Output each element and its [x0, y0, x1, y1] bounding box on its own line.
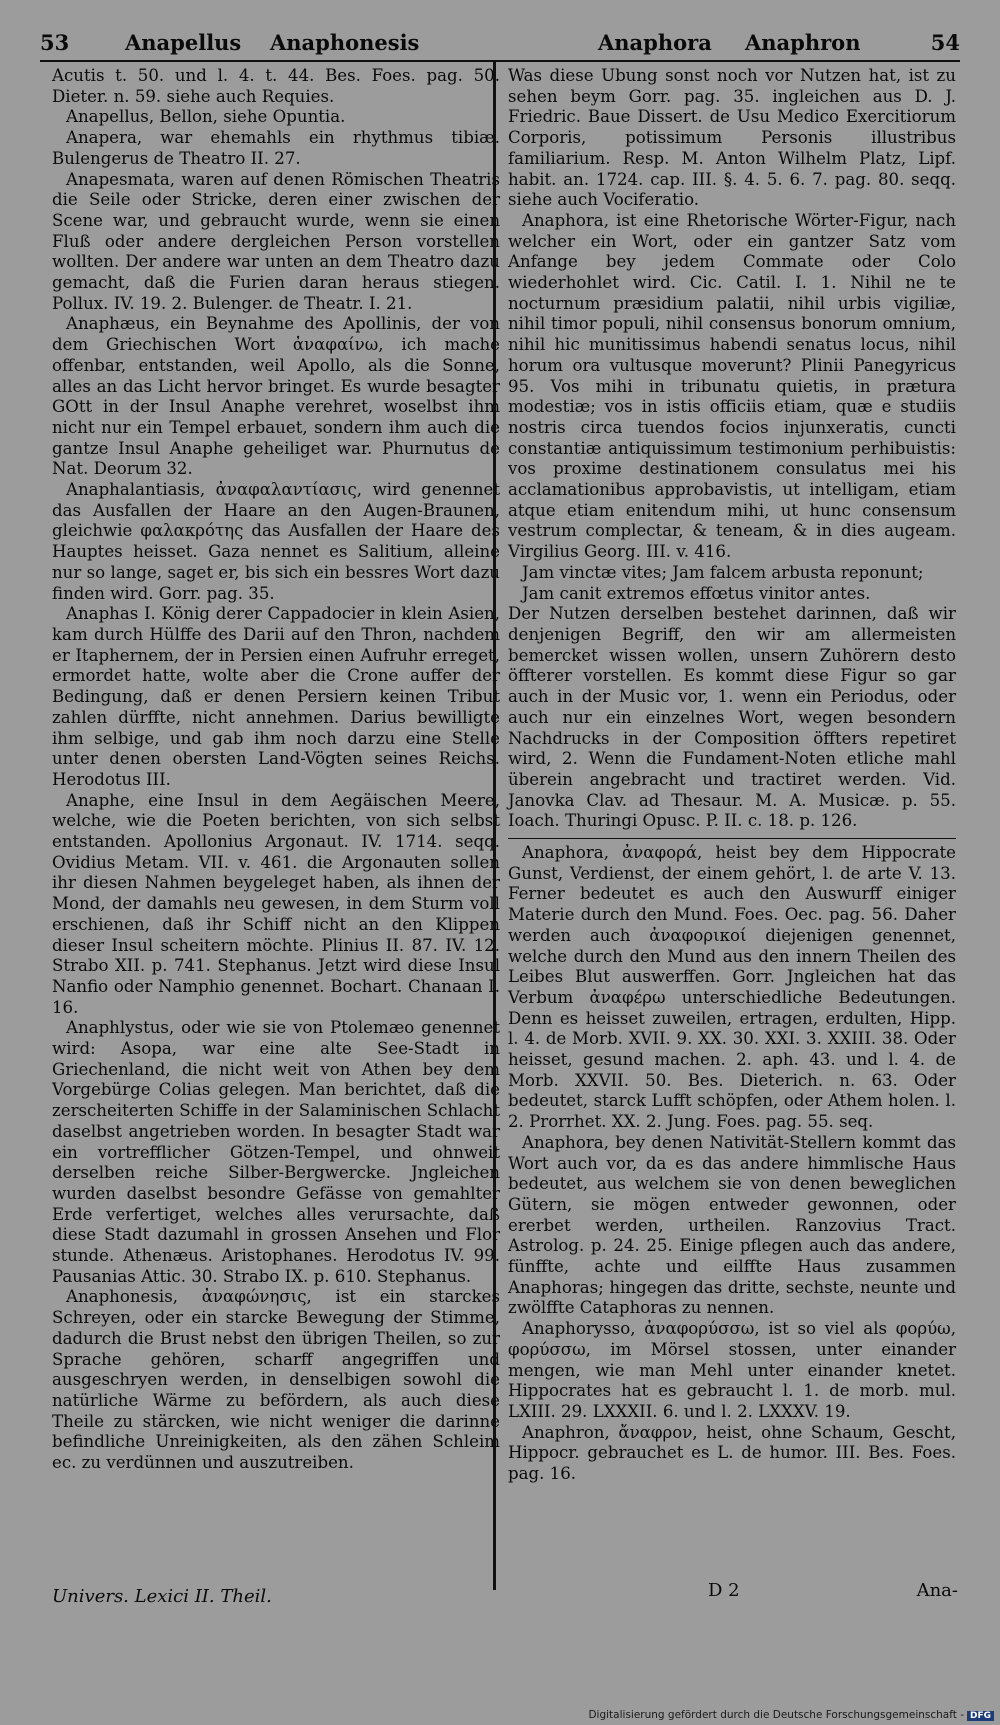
- sheet-signature: Univers. Lexici II. Theil.: [52, 1586, 272, 1607]
- entry-paragraph: Jam vinctæ vites; Jam falcem arbusta reponunt;: [522, 562, 924, 582]
- entry-paragraph: Anapellus, Bellon, siehe Opuntia.: [66, 107, 346, 127]
- entry-paragraph: Jam canit extremos effœtus vinitor antes.: [522, 583, 871, 603]
- entry-paragraph: Acutis t. 50. und l. 4. t. 44. Bes. Foes. pag. 50. Dieter. n. 59. siehe auch Requies.: [52, 66, 500, 106]
- entry-paragraph: Anaphas I. König derer Cappadocier in klein Asien, kam durch Hülffe des Darii auf den Thron, nachdem er Itaphernem, der in Persien einen Aufruhr erreget, ermordet hatte, wolte aber die Crone auffer der Bedingung, daß er denen Persiern keinen Tribut zahlen dürffte, nicht annehmen. Darius bewilligte ihm selbige, und gab ihm noch darzu eine Stelle unter denen obersten Land-Vögten seines Reichs. Herodotus III.: [52, 604, 500, 789]
- entry-paragraph: Anaphonesis, ἀναφώνησις, ist ein starckes Schreyen, oder ein starcke Bewegung der Stimme, dadurch die Brust nebst den übrigen Theilen, so zur Sprache gehören, scharff angegriffen und ausgeschryen werden, in denselbigen sowohl die natürliche Wärme zu befördern, als auch diese Theile zu stärcken, wie nicht weniger die darinne befindliche Unreinigkeiten, als den zähen Schleim ec. zu verdünnen und auszutreiben.: [52, 1287, 500, 1473]
- signature-mark: D 2: [708, 1580, 740, 1601]
- header-rule: [40, 60, 960, 62]
- left-running-head-1: Anapellus: [125, 30, 242, 55]
- right-running-head-1: Anaphora: [598, 30, 712, 55]
- left-running-head-2: Anaphonesis: [270, 30, 420, 55]
- entry-paragraph: Anaphe, eine Insul in dem Aegäischen Meere, welche, wie die Poeten berichten, von sich selbst entstanden. Apollonius Argonaut. IV. 1714. seqq. Ovidius Metam. VII. v. 461. die Argonauten sollen ihr diesen Nahmen beygeleget haben, als ihnen der Mond, der damahls neu gewesen, in dem Sturm voll erschienen, daß ihr Schiff nicht an den Klippen dieser Insul scheitern möchte. Plinius II. 87. IV. 12. Strabo XII. p. 741. Stephanus. Jetzt wird diese Insul Nanfio oder Namphio genennet. Bochart. Chanaan I. 16.: [52, 790, 500, 1017]
- entry-paragraph: Anaphæus, ein Beynahme des Apollinis, der von dem Griechischen Wort ἀναφαίνω, ich mache offenbar, entstanden, weil Apollo, als die Sonne, alles an das Licht hervor bringet. Es wurde besagter GOtt in der Insul Anaphe verehret, woselbst ihm nicht nur ein Tempel erbauet, sondern ihm auch die gantze Insul Anaphe geheiliget war. Phurnutus de Nat. Deorum 32.: [52, 314, 500, 479]
- entry-paragraph: Was diese Ubung sonst noch vor Nutzen hat, ist zu sehen beym Gorr. pag. 35. ingleichen aus D. J. Friedric. Baue Dissert. de Usu Medico Exercitiorum Corporis, potissimum Personis illustribus familiarium. Resp. M. Anton Wilhelm Platz, Lipf. habit. an. 1724. cap. III. §. 4. 5. 6. 7. pag. 80. seqq. siehe auch Vociferatio.: [508, 66, 956, 210]
- page-header: [40, 30, 960, 60]
- entry-paragraph: Anaphalantiasis, ἀναφαλαντίασις, wird genennet das Ausfallen der Haare an den Augen-Braunen, gleichwie φαλακρότης das Ausfallen der Haare des Hauptes heisset. Gaza nennet es Salitium, alleine nur so lange, saget er, bis sich ein bessres Wort dazu finden wird. Gorr. pag. 35.: [52, 480, 500, 603]
- entry-paragraph: Anapesmata, waren auf denen Römischen Theatris die Seile oder Stricke, deren einer zwischen der Scene war, und gebraucht wurde, wenn sie einen Fluß oder andere dergleichen Person vorstellen wollten. Der andere war unten an dem Theatro dazu gemacht, daß die Furien daran heraus stiegen. Pollux. IV. 19. 2. Bulenger. de Theatr. I. 21.: [52, 169, 500, 313]
- catchword: Ana-: [916, 1580, 958, 1601]
- right-page-number: 54: [930, 30, 960, 55]
- entry-paragraph: Anaphlystus, oder wie sie von Ptolemæo genennet wird: Asopa, war eine alte See-Stadt in Griechenland, die nicht weit von Athen bey dem Vorgebürge Colias gelegen. Man berichtet, daß die zerscheiterten Schiffe in der Salaminischen Schlacht daselbst angetrieben worden. In besagter Stadt war ein vortrefflicher Götzen-Tempel, und ohnweit derselben reiche Silber-Bergwercke. Jngleichen wurden daselbst besondre Gefässe von gemahlter Erde verfertiget, welches alles verursachte, daß diese Stadt dazumahl in grossen Ansehen und Flor stunde. Athenæus. Aristophanes. Herodotus IV. 99. Pausanias Attic. 30. Strabo IX. p. 610. Stephanus.: [52, 1018, 500, 1286]
- entry-paragraph: Anaphorysso, ἀναφορύσσω, ist so viel als φορύω, φορύσσω, im Mörsel stossen, unter einander mengen, wie man Mehl unter einander knetet. Hippocrates hat es gebraucht l. 1. de morb. mul. LXIII. 29. LXXXII. 6. und l. 2. LXXXV. 19.: [508, 1319, 956, 1421]
- left-column: [52, 66, 500, 1474]
- dfg-logo: DFG: [967, 1711, 994, 1721]
- credit-text: Digitalisierung gefördert durch die Deutsche Forschungsgemeinschaft -: [588, 1709, 964, 1721]
- entry-paragraph: Anaphron, ἄναφρον, heist, ohne Schaum, Gescht, Hippocr. gebrauchet es L. de humor. III. Bes. Foes. pag. 16.: [508, 1422, 956, 1484]
- right-column: [508, 66, 956, 1485]
- entry-paragraph: Anaphora, ἀναφορά, heist bey dem Hippocrate Gunst, Verdienst, der einem gehört, l. de arte V. 13. Ferner bedeutet es auch den Auswurff einiger Materie durch den Mund. Foes. Oec. pag. 56. Daher werden auch ἀναφορικοί diejenigen genennet, welche durch den Mund aus den innern Theilen des Leibes Blut auswerffen. Gorr. Jngleichen hat das Verbum ἀναφέρω unterschiedliche Bedeutungen. Denn es heisset zuweilen, ertragen, erdulten, Hipp. l. 4. de Morb. XVII. 9. XX. 30. XXI. 3. XXIII. 38. Oder heisset, gesund machen. 2. aph. 43. und l. 4. de Morb. XXVII. 50. Bes. Dieterich. n. 63. Oder bedeutet, starck Lufft schöpfen, oder Athem holen. l. 2. Prorrhet. XX. 2. Jung. Foes. pag. 55. seq.: [508, 838, 956, 1133]
- entry-paragraph: Der Nutzen derselben bestehet darinnen, daß wir denjenigen Begriff, den wir am allermeisten bemercket wissen wollen, unsern Zuhörern desto öffterer vorstellen. Es kommt diese Figur so gar auch in der Music vor, 1. wenn ein Periodus, oder auch nur ein einzelnes Wort, wegen besondern Nachdrucks in der Composition öffters repetiret wird, 2. Wenn die Fundament-Noten etliche mahl überein angebracht und tractiret werden. Vid. Janovka Clav. ad Thesaur. M. A. Musicæ. p. 55. Ioach. Thuringi Opusc. P. II. c. 18. p. 126.: [508, 604, 956, 831]
- digitization-credit: [588, 1709, 994, 1721]
- entry-paragraph: Anaphora, bey denen Nativität-Stellern kommt das Wort auch vor, da es das andere himmlische Haus bedeutet, aus welchem sie von denen beweglichen Gütern, sie mögen entweder gewonnen, oder ererbet werden, urtheilen. Ranzovius Tract. Astrolog. p. 24. 25. Einige pflegen auch das andere, fünffte, achte und eilffte Haus zusammen Anaphoras; hingegen das dritte, sechste, neunte und zwölffte Cataphoras zu nennen.: [508, 1132, 956, 1318]
- entry-paragraph: Anapera, war ehemahls ein rhythmus tibiæ. Bulengerus de Theatro II. 27.: [52, 128, 500, 168]
- left-page-number: 53: [40, 30, 70, 55]
- entry-paragraph: Anaphora, ist eine Rhetorische Wörter-Figur, nach welcher ein Wort, oder ein gantzer Satz vom Anfange bey jedem Commate oder Colo wiederhohlet wird. Cic. Catil. I. 1. Nihil ne te nocturnum præsidium palatii, nihil urbis vigiliæ, nihil timor populi, nihil consensus bonorum omnium, nihil hic munitissimus habendi senatus locus, nihil horum ora vultusque moverunt? Plinii Panegyricus 95. Vos mihi in tribunatu quietis, in prætura modestiæ; vos in istis officiis etiam, quæ e studiis nostris circa tuendos focios injunxeratis, cuncti constantiæ antiquissimum testimonium perhibuistis: vos proxime destinationem consulatus mei his acclamationibus approbavistis, ut intelligam, etiam atque etiam enitendum mihi, ut hunc consensum vestrum complectar, & teneam, & in dies augeam. Virgilius Georg. III. v. 416.: [508, 210, 956, 562]
- right-running-head-2: Anaphron: [745, 30, 861, 55]
